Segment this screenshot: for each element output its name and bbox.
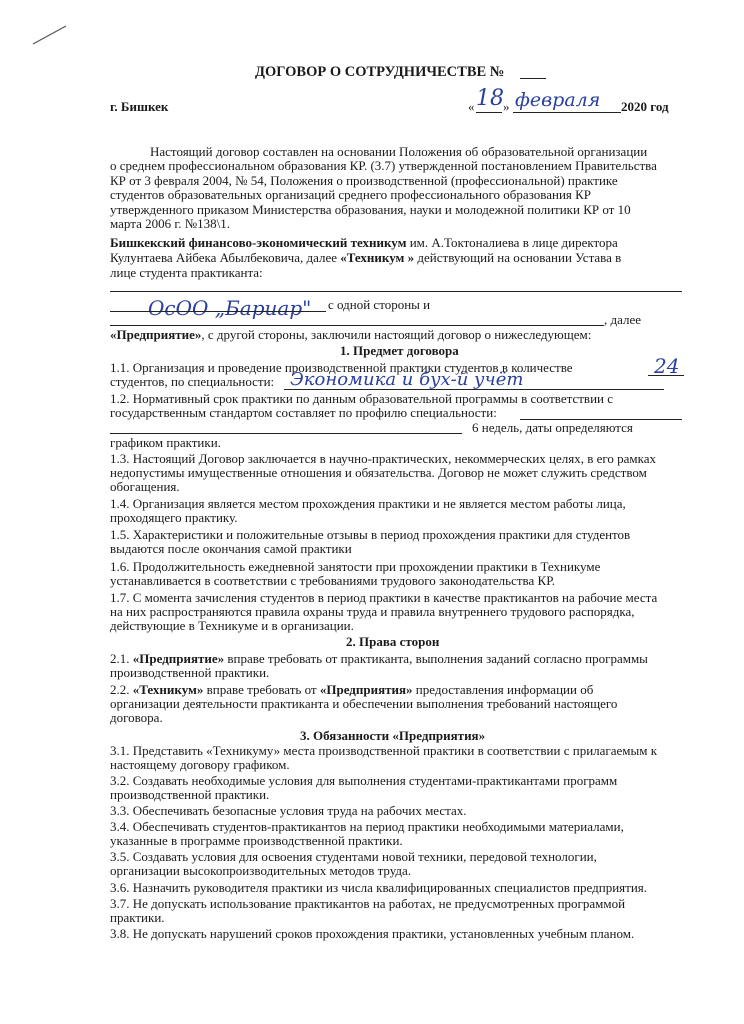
clause-3: 3.1. Представить «Техникуму» места производственной практики в соответствии с прилагаемым к (110, 743, 658, 758)
date-month: февраля (515, 89, 601, 111)
student-blank (110, 291, 682, 292)
clause-1-5: 1.5. Характеристики и положительные отзывы в период прохождения практики для студентов (110, 527, 631, 542)
clause-1-7: 1.7. С момента зачисления студентов в период практики в качестве практикантов на рабочие места (110, 590, 658, 605)
section-2-title: 2. Права сторон (346, 634, 440, 649)
student-count-blank (648, 375, 684, 376)
clause-1-1: 1.1. Организация и проведение производственной практики студентов в количестве (110, 360, 573, 375)
date-day-blank (476, 112, 502, 113)
party1-line: Бишкекский финансово-экономический техникум им. А.Токтоналиева в лице директора (110, 235, 618, 250)
clause-2-2-c: договора. (110, 710, 163, 725)
party1-line: лице студента практиканта: (110, 265, 263, 280)
clause-3: 3.3. Обеспечивать безопасные условия труда на рабочих местах. (110, 803, 467, 818)
intro-line: о среднем профессиональном образования КР. (3.7) утвержденной постановлением Правительства (110, 158, 657, 173)
section-3-title: 3. Обязанности «Предприятия» (300, 728, 486, 743)
clause-1-3: 1.3. Настоящий Договор заключается в научно-практических, некоммерческих целях, в его рамках (110, 451, 657, 466)
clause-1-7: действующие в Техникуме и в организации. (110, 618, 354, 633)
enterprise-rep-blank (110, 325, 604, 326)
section-1-title: 1. Предмет договора (340, 343, 459, 358)
enterprise-name-blank (110, 311, 326, 312)
party2-after: , далее (604, 312, 642, 327)
intro-line: утвержденного приказом Министерства образования, науки и молодежной политики КР от 10 (110, 202, 631, 217)
contract-number-blank (520, 78, 546, 79)
clause-1-3: обогащения. (110, 479, 180, 494)
intro-line: марта 2006 г. №138\1. (110, 216, 230, 231)
clause-3: 3.7. Не допускать использование практикантов на работах, не предусмотренных программой (110, 896, 626, 911)
clause-2-2: 2.2. «Техникум» вправе требовать от «Предприятия» предоставления информации об (110, 682, 594, 697)
clause-3: 3.5. Создавать условия для освоения студентами новой техники, передовой технологии, (110, 849, 597, 864)
clause-2-1: 2.1. «Предприятие» вправе требовать от практиканта, выполнения заданий согласно программы (110, 651, 648, 666)
city: г. Бишкек (110, 99, 169, 114)
party1-line: Кулунтаева Айбека Абылбековича, далее «Техникум » действующий на основании Устава в (110, 250, 622, 265)
clause-3: указанные в программе производственной практики. (110, 833, 403, 848)
date-close-quote: » (503, 99, 510, 114)
document-title: ДОГОВОР О СОТРУДНИЧЕСТВЕ № (255, 64, 505, 80)
clause-1-3: недопустимы имущественные отношения и обязательства. Договор не может служить средством (110, 465, 647, 480)
clause-1-2-d: графиком практики. (110, 435, 221, 450)
clause-3: организации высокопроизводительных методов труда. (110, 863, 412, 878)
intro-line: Настоящий договор составлен на основании Положения об образовательной организации (150, 144, 648, 159)
date-day: 18 (476, 86, 504, 111)
clause-2-1-b: производственной практики. (110, 665, 270, 680)
profile-blank-2 (110, 433, 462, 434)
clause-1-7: на них распространяются правила охраны труда и правила внутреннего трудового распорядка, (110, 604, 635, 619)
date-year: 2020 год (621, 99, 669, 114)
clause-3: 3.4. Обеспечивать студентов-практикантов на период практики необходимыми материалами, (110, 819, 624, 834)
pen-mark-icon (30, 22, 70, 48)
student-count: 24 (654, 354, 680, 378)
clause-1-4: проходящего практику. (110, 510, 238, 525)
intro-line: студентов образовательных организаций среднего профессионального образования КР (110, 187, 592, 202)
party2-line: «Предприятие», с другой стороны, заключили настоящий договор о нижеследующем: (110, 327, 592, 342)
clause-1-2: 1.2. Нормативный срок практики по данным образовательной программы в соответствии с (110, 391, 614, 406)
clause-1-2-c: 6 недель, даты определяются (472, 420, 633, 435)
clause-3: 3.2. Создавать необходимые условия для выполнения студентами-практикантами программ (110, 773, 618, 788)
clause-3: 3.8. Не допускать нарушений сроков прохождения практики, установленных учебным планом. (110, 926, 635, 941)
clause-3: производственной практики. (110, 787, 270, 802)
clause-3: практики. (110, 910, 165, 925)
specialty-blank (284, 389, 664, 390)
clause-1-4: 1.4. Организация является местом прохождения практики и не является местом работы лица, (110, 496, 626, 511)
specialty-handwritten: Экономика и бух-й учёт (290, 369, 524, 390)
clause-3: настоящему договору графиком. (110, 757, 290, 772)
clause-1-2-b: государственным стандартом составляет по профилю специальности: (110, 405, 497, 420)
date-open-quote: « (468, 99, 475, 114)
clause-3: 3.6. Назначить руководителя практики из числа квалифицированных специалистов предприятия. (110, 880, 648, 895)
date-month-blank (513, 112, 621, 113)
clause-2-2-b: организации деятельности практиканта и обеспечении выполнения требований настоящего (110, 696, 618, 711)
party2-suffix: с одной стороны и (328, 297, 431, 312)
enterprise-name-handwritten: ОсОО „Бариар" (148, 296, 312, 320)
clause-1-6: устанавливается в соответствии с требованиями трудового законодательства КР. (110, 573, 556, 588)
clause-1-5: выдаются после окончания самой практики (110, 541, 352, 556)
clause-1-6: 1.6. Продолжительность ежедневной занятости при прохождении практики в Техникуме (110, 559, 601, 574)
clause-1-1-b: студентов, по специальности: (110, 374, 275, 389)
intro-line: КР от 3 февраля 2004, № 54, Положения о производственной (профессиональной) практике (110, 173, 618, 188)
